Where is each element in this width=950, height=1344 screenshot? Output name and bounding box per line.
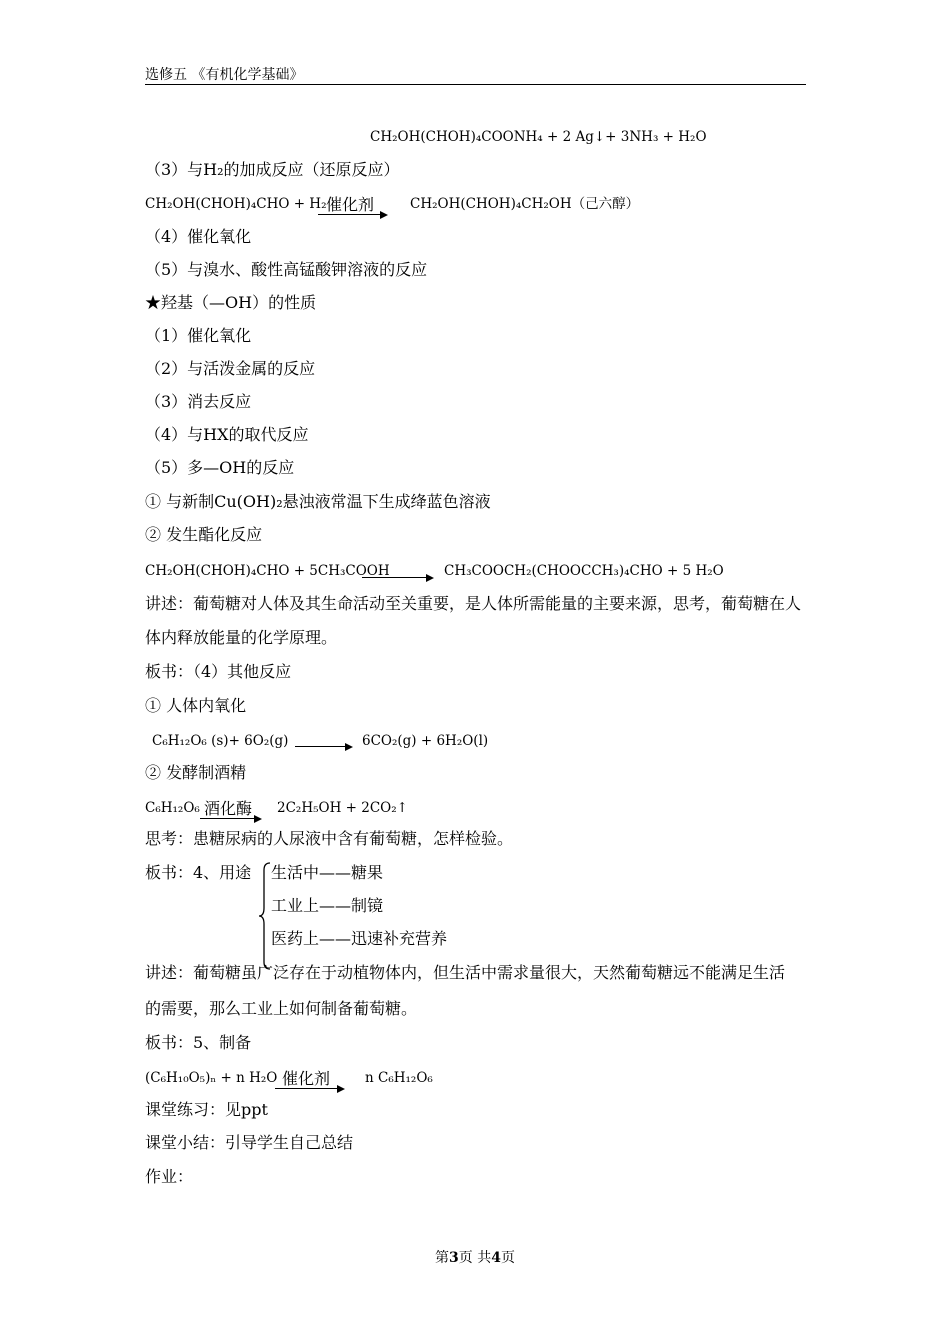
eq-ferment-catalyst: 酒化酶: [204, 799, 253, 818]
footer-post: 页: [500, 1250, 515, 1266]
header-title: 选修五 《有机化学基础》: [145, 67, 304, 83]
bromine-reaction: （5）与溴水、酸性高锰酸钾溶液的反应: [145, 260, 428, 279]
reaction-arrow: [200, 818, 260, 819]
reaction-arrow: [295, 746, 351, 747]
footer-page-number: 3: [449, 1250, 459, 1266]
copper-reaction: ① 与新制Cu(OH)₂悬浊液常温下生成绛蓝色溶液: [145, 492, 491, 511]
eq-ferment-left: C₆H₁₂O₆: [145, 800, 200, 816]
page-footer: [0, 1247, 950, 1267]
lecture-1-line-2: 体内释放能量的化学原理。: [145, 628, 338, 647]
footer-mid: 页 共: [458, 1250, 492, 1266]
oh-item-5: （5）多—OH的反应: [145, 458, 295, 477]
eq-ester-left: CH₂OH(CHOH)₄CHO + 5CH₃COOH: [145, 563, 390, 579]
lecture-2-line-1: 讲述：葡萄糖虽广泛存在于动植物体内，但生活中需求量很大，天然葡萄糖远不能满足生活: [145, 963, 786, 982]
board-preparation: 板书：5、制备: [145, 1033, 252, 1052]
eq-h2-right: CH₂OH(CHOH)₄CH₂OH（己六醇）: [410, 196, 640, 212]
think-question: 思考：患糖尿病的人尿液中含有葡萄糖，怎样检验。: [145, 829, 514, 848]
reaction-arrow: [318, 214, 386, 215]
fermentation-title: ② 发酵制酒精: [145, 763, 247, 782]
eq-ox-left: C₆H₁₂O₆ (s)+ 6O₂(g): [152, 733, 289, 749]
reaction-arrow: [275, 1088, 343, 1089]
equation-silver-mirror: CH₂OH(CHOH)₄COONH₄ + 2 Ag↓+ 3NH₃ + H₂O: [370, 129, 707, 145]
footer-pre: 第: [435, 1250, 450, 1266]
h2-addition-title: （3）与H₂的加成反应（还原反应）: [145, 160, 400, 179]
eq-ox-right: 6CO₂(g) + 6H₂O(l): [362, 733, 489, 749]
header-rule: [145, 84, 806, 85]
class-summary: 课堂小结：引导学生自己总结: [145, 1133, 354, 1152]
eq-ferment-right: 2C₂H₅OH + 2CO₂↑: [277, 800, 408, 816]
lecture-2-line-2: 的需要，那么工业上如何制备葡萄糖。: [145, 999, 418, 1018]
eq-prep-left: (C₆H₁₀O₅)ₙ + n H₂O: [145, 1070, 278, 1086]
eq-ester-right: CH₃COOCH₂(CHOOCCH₃)₄CHO + 5 H₂O: [444, 563, 724, 579]
use-item-medicine: 医药上——迅速补充营养: [271, 929, 448, 948]
oh-item-1: （1）催化氧化: [145, 326, 252, 345]
board-other-reactions: 板书：（4）其他反应: [145, 662, 292, 681]
esterification-title: ② 发生酯化反应: [145, 525, 263, 544]
lecture-1-line-1: 讲述：葡萄糖对人体及其生命活动至关重要，是人体所需能量的主要来源，思考，葡萄糖在人: [145, 594, 802, 613]
reaction-arrow: [362, 577, 432, 578]
catalytic-oxidation: （4）催化氧化: [145, 227, 252, 246]
hydroxyl-title: ★羟基（—OH）的性质: [145, 293, 317, 312]
eq-h2-catalyst: 催化剂: [326, 195, 375, 214]
use-item-industry: 工业上——制镜: [271, 896, 384, 915]
use-item-life: 生活中——糖果: [271, 863, 384, 882]
eq-h2-left: CH₂OH(CHOH)₄CHO + H₂: [145, 196, 327, 212]
footer-total-pages: 4: [491, 1250, 501, 1266]
curly-brace-icon: [259, 862, 271, 970]
homework: 作业：: [145, 1167, 194, 1186]
eq-prep-catalyst: 催化剂: [282, 1069, 331, 1088]
body-oxidation: ① 人体内氧化: [145, 696, 247, 715]
eq-prep-right: n C₆H₁₂O₆: [365, 1070, 433, 1086]
oh-item-3: （3）消去反应: [145, 392, 252, 411]
oh-item-4: （4）与HX的取代反应: [145, 425, 309, 444]
uses-label: 板书：4、用途: [145, 863, 252, 882]
oh-item-2: （2）与活泼金属的反应: [145, 359, 316, 378]
class-exercise: 课堂练习：见ppt: [145, 1100, 268, 1119]
